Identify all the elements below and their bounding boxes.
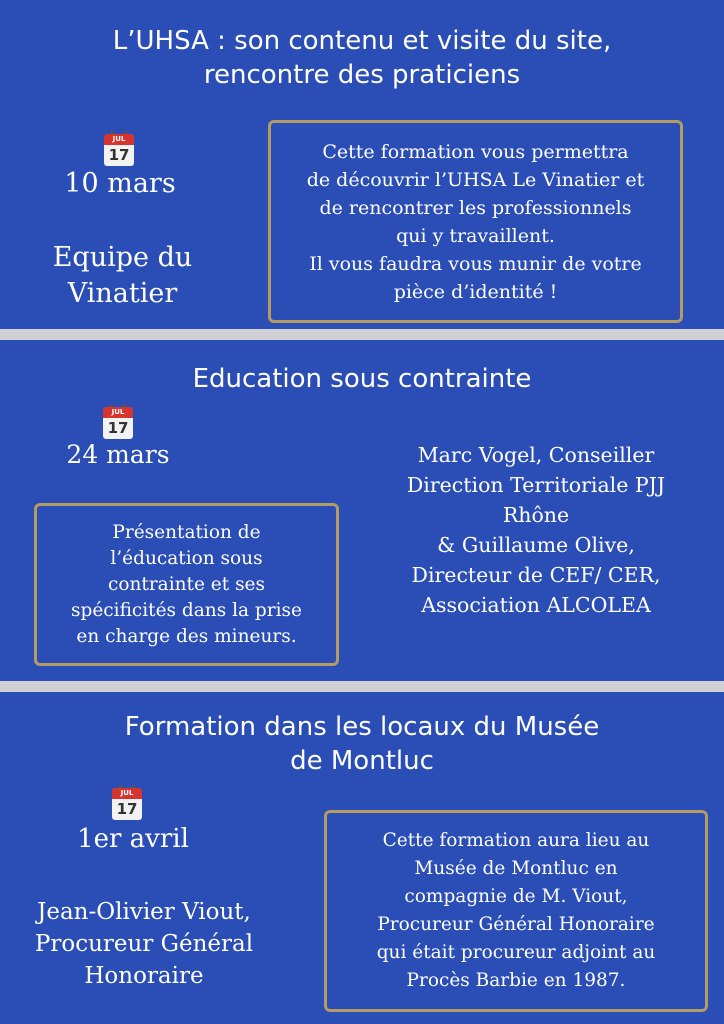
section-title: Education sous contrainte [192,364,532,394]
event-date: 10 mars [64,168,176,199]
section-title: Formation dans les locaux du Musée de Montluc [124,712,600,776]
event-speaker: Equipe du Vinatier [52,242,193,309]
section-education [0,340,724,681]
calendar-icon: JUL 17 [103,407,133,439]
section-uhsa [0,0,724,329]
calendar-icon: JUL 17 [112,788,142,820]
section-montluc [0,692,724,1024]
calendar-icon: JUL 17 [104,134,134,166]
event-description: Présentation de l’éducation sous contrainte et ses spécificités dans la prise en charge des mineurs. [34,503,339,666]
event-date: 1er avril [77,824,189,854]
event-description: Cette formation vous permettra de découvrir l’UHSA Le Vinatier et de rencontrer les professionnels qui y travaillent. Il vous faudra vous munir de votre pièce d’identité ! [268,120,683,323]
section-title: L’UHSA : son contenu et visite du site, rencontre des praticiens [112,26,612,90]
event-date: 24 mars [66,440,170,469]
event-description: Cette formation aura lieu au Musée de Montluc en compagnie de M. Viout, Procureur Général Honoraire qui était procureur adjoint au Procès Barbie en 1987. [324,810,708,1012]
event-speaker: Marc Vogel, Conseiller Direction Territoriale PJJ Rhône & Guillaume Olive, Directeur de CEF/ CER, Association ALCOLEA [406,443,666,617]
event-speaker: Jean-Olivier Viout, Procureur Général Honoraire [34,899,254,989]
